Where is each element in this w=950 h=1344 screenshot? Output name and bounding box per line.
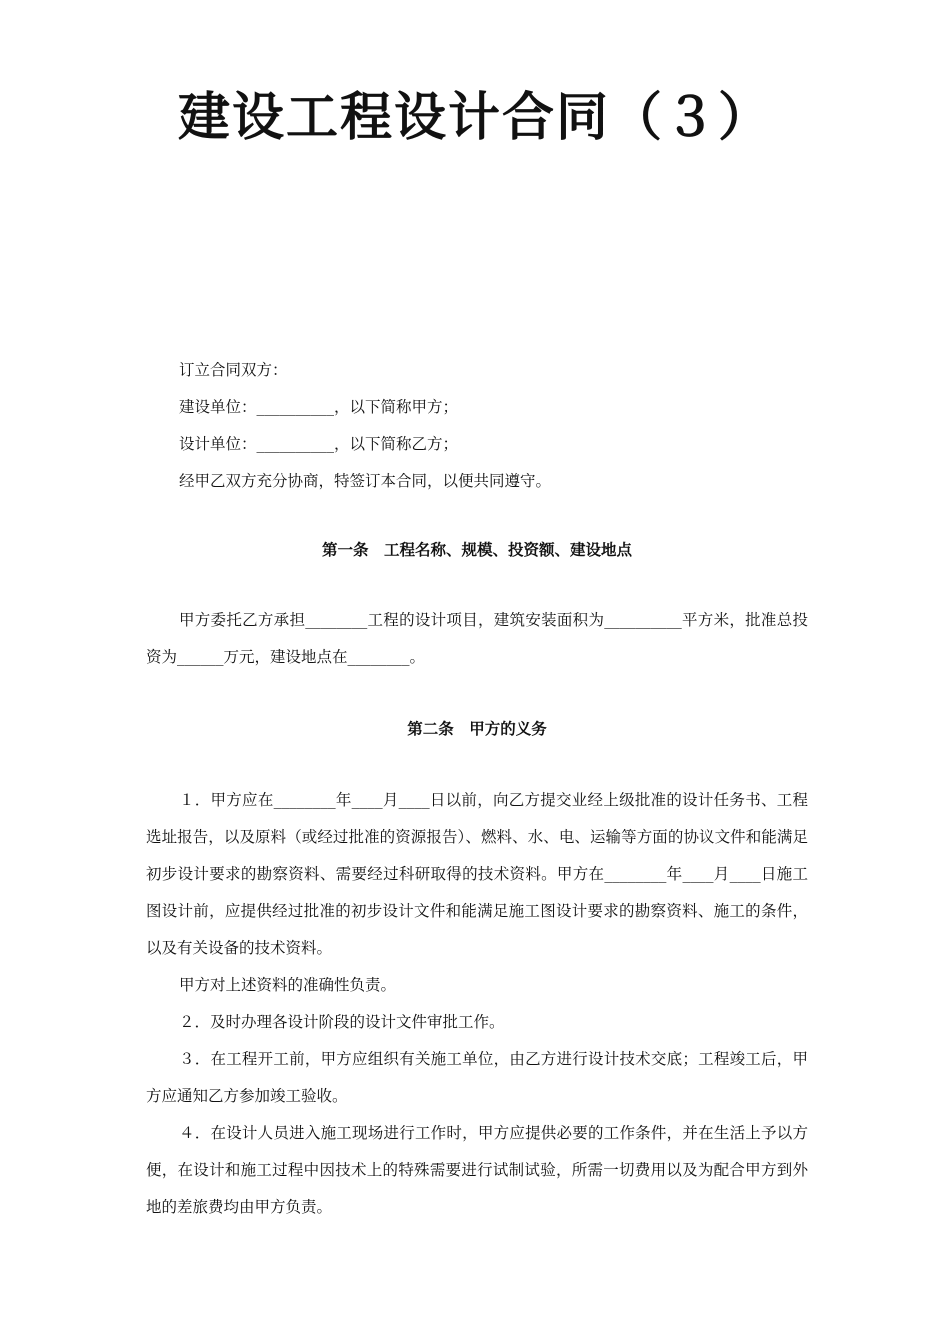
article-2-item: ３．在工程开工前，甲方应组织有关施工单位，由乙方进行设计技术交底；工程竣工后，甲方应通知乙方参加竣工验收。 (146, 1050, 808, 1105)
article-2-item: 甲方对上述资料的准确性负责。 (179, 976, 397, 994)
document-title: 建设工程设计合同（３） (177, 87, 772, 148)
builder-line: 建设单位：__________，以下简称甲方； (179, 398, 459, 416)
parties-label: 订立合同双方： (179, 361, 288, 379)
article-2-heading: 第二条 甲方的义务 (407, 719, 547, 738)
agreement-line: 经甲乙双方充分协商，特签订本合同，以便共同遵守。 (179, 472, 552, 490)
article-2-item: １．甲方应在________年____月____日以前，向乙方提交业经上级批准的设计任务书、工程选址报告，以及原料（或经过批准的资源报告）、燃料、水、电、运输等方面的协议文件和能满足初步设计要求的勘察资料、需要经过科研取得的技术资料。甲方在________年____月____日施工图设计前，应提供经过批准的初步设计文件和能满足施工图设计要求的勘察资料、施工的条件，以及有关设备的技术资料。 (146, 791, 808, 957)
designer-line: 设计单位：__________，以下简称乙方； (179, 435, 459, 453)
article-1-body (146, 602, 808, 676)
article-1-heading: 第一条 工程名称、规模、投资额、建设地点 (321, 540, 632, 559)
article-2-item: ２．及时办理各设计阶段的设计文件审批工作。 (179, 1013, 505, 1031)
article-1-text: 甲方委托乙方承担________工程的设计项目，建筑安装面积为__________平方米，批准总投资为______万元，建设地点在________。 (146, 611, 808, 666)
preamble-block (146, 352, 808, 500)
article-2-item: ４．在设计人员进入施工现场进行工作时，甲方应提供必要的工作条件，并在生活上予以方便，在设计和施工过程中因技术上的特殊需要进行试制试验，所需一切费用以及为配合甲方到外地的差旅费均由甲方负责。 (146, 1124, 808, 1216)
article-2-body (146, 782, 808, 1226)
